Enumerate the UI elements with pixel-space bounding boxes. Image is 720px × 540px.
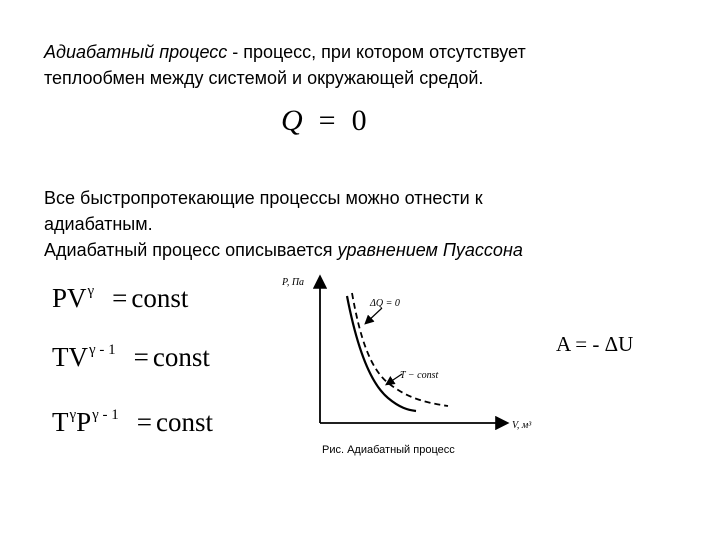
definition-line-1 (44, 40, 526, 64)
poisson-prefix: Адиабатный процесс описывается (44, 240, 338, 260)
definition-term: Адиабатный процесс (44, 42, 228, 62)
work-formula: A = - ΔU (556, 332, 634, 356)
poisson-equation-tv: $TV^{\gamma - 1}$ = const (52, 342, 210, 372)
adiabat-label: ΔQ = 0 (370, 298, 400, 309)
zero-value: 0 (351, 104, 367, 137)
pv-diagram (270, 268, 560, 438)
adiabat-pointer (366, 308, 382, 323)
heat-zero-formula (281, 104, 367, 138)
adiabat-curve (347, 296, 416, 411)
definition-rest: - процесс, при котором отсутствует (227, 42, 526, 62)
heat-symbol: Q (281, 104, 303, 137)
isotherm-curve (352, 293, 448, 406)
equals-sign: = (318, 104, 336, 137)
statement-line-1: Все быстропротекающие процессы можно отнести к (44, 188, 483, 208)
x-axis-label: V, м³ (512, 420, 532, 431)
definition-line-2: теплообмен между системой и окружающей средой. (44, 68, 484, 88)
poisson-term: уравнением Пуассона (337, 240, 523, 260)
isotherm-label: T − const (400, 370, 439, 381)
y-axis-label: P, Па (282, 277, 305, 288)
figure-caption: Рис. Адиабатный процесс (322, 444, 455, 456)
poisson-equation-tp: $T^\gamma P^{\gamma - 1}$ = const (52, 407, 214, 437)
statement-line-3 (44, 238, 523, 262)
poisson-equation-pv: $PV^\gamma$ = const (52, 283, 189, 313)
statement-line-2: адиабатным. (44, 214, 153, 234)
